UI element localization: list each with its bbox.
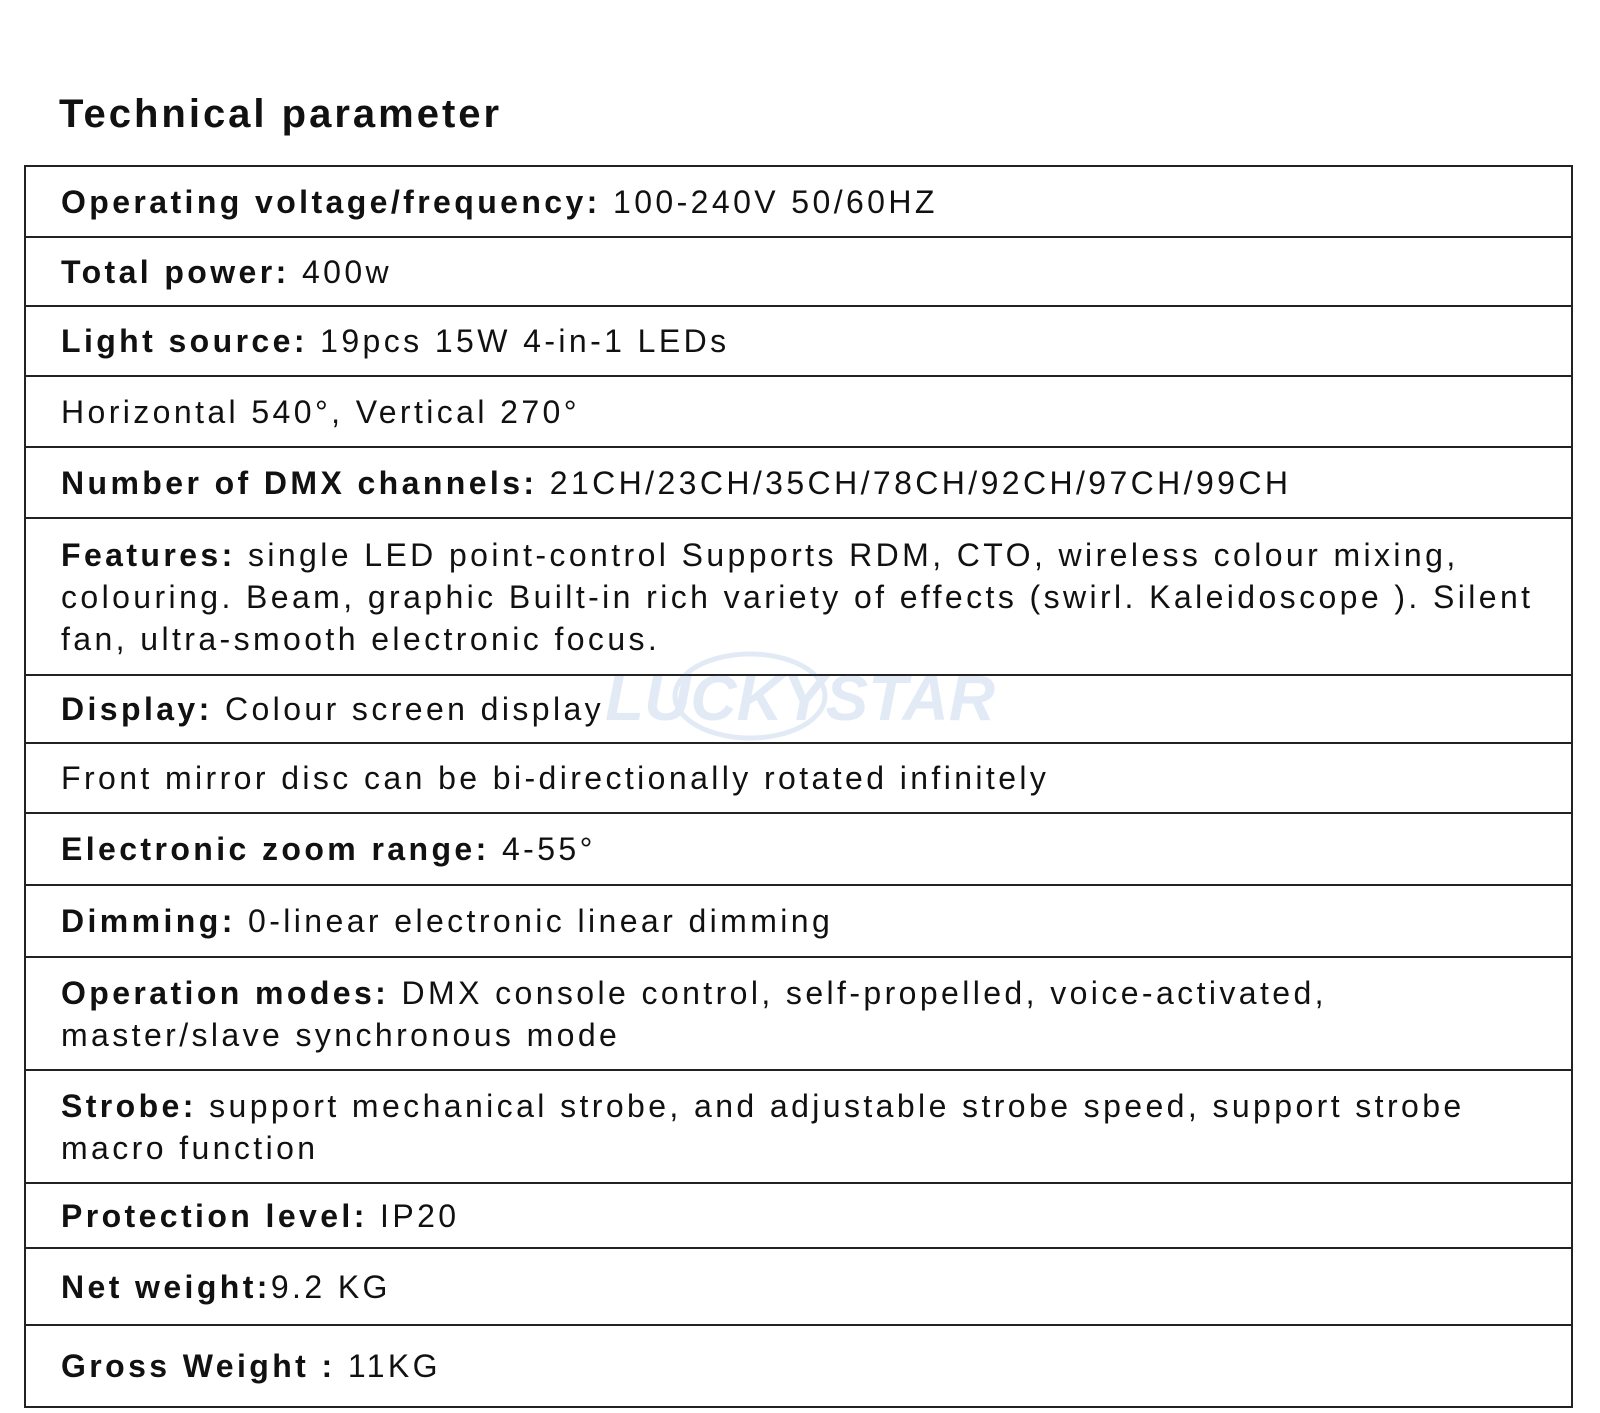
spec-label: Operating voltage/frequency: <box>61 183 601 220</box>
spec-label: Strobe: <box>61 1087 197 1124</box>
spec-row-display <box>26 676 1571 744</box>
spec-row-strobe <box>26 1071 1571 1184</box>
spec-label: Light source: <box>61 323 308 359</box>
spec-row-mirror-disc <box>26 744 1571 814</box>
spec-table <box>24 165 1573 1408</box>
spec-row-total-power <box>26 238 1571 307</box>
spec-label: Operation modes: <box>61 974 390 1011</box>
spec-value: single LED point-control Supports RDM, CTO, wireless colour mixing, colouring. Beam, graphic Built-in rich variety of effects (swirl. Kaleidoscope ). Silent fan, ultra-smooth electronic focus. <box>61 536 1534 657</box>
spec-value: 400w <box>289 253 393 290</box>
spec-row-protection-level <box>26 1184 1571 1249</box>
spec-value: DMX console control, self-propelled, voice-activated, master/slave synchronous mode <box>61 974 1327 1053</box>
spec-label: Gross Weight : <box>61 1348 336 1384</box>
spec-value: support mechanical strobe, and adjustable strobe speed, support strobe macro function <box>61 1087 1465 1166</box>
spec-label: Features: <box>61 536 236 573</box>
spec-value: Front mirror disc can be bi-directionally rotated infinitely <box>61 760 1050 796</box>
spec-row-movement-range <box>26 377 1571 448</box>
spec-row-dmx-channels <box>26 448 1571 519</box>
spec-label: Number of DMX channels: <box>61 464 538 501</box>
spec-label: Display: <box>61 691 213 727</box>
spec-value: 100-240V 50/60HZ <box>600 183 938 220</box>
spec-row-zoom-range <box>26 814 1571 886</box>
spec-row-gross-weight <box>26 1326 1571 1406</box>
spec-value: 21CH/23CH/35CH/78CH/92CH/97CH/99CH <box>537 464 1292 501</box>
spec-value: 19pcs 15W 4-in-1 LEDs <box>307 323 730 359</box>
spec-row-operating-voltage <box>26 167 1571 238</box>
spec-row-dimming <box>26 886 1571 958</box>
spec-label: Protection level: <box>61 1197 368 1234</box>
spec-row-net-weight <box>26 1249 1571 1326</box>
page-title: Technical parameter <box>59 92 503 136</box>
spec-value: 9.2 KG <box>270 1268 391 1305</box>
spec-value: 11KG <box>335 1348 441 1384</box>
spec-value: IP20 <box>367 1197 460 1234</box>
svg-text:LUCKYSTAR: LUCKYSTAR <box>605 662 995 734</box>
spec-label: Total power: <box>61 253 290 290</box>
spec-label: Electronic zoom range: <box>61 831 490 867</box>
spec-value: 4-55° <box>489 831 596 867</box>
spec-label: Net weight: <box>61 1268 271 1305</box>
spec-row-operation-modes <box>26 958 1571 1071</box>
spec-label: Dimming: <box>61 903 236 939</box>
spec-row-features <box>26 519 1571 676</box>
spec-value: Horizontal 540°, Vertical 270° <box>61 393 580 430</box>
spec-value: Colour screen display <box>212 691 605 727</box>
spec-row-light-source <box>26 307 1571 377</box>
spec-value: 0-linear electronic linear dimming <box>235 903 834 939</box>
